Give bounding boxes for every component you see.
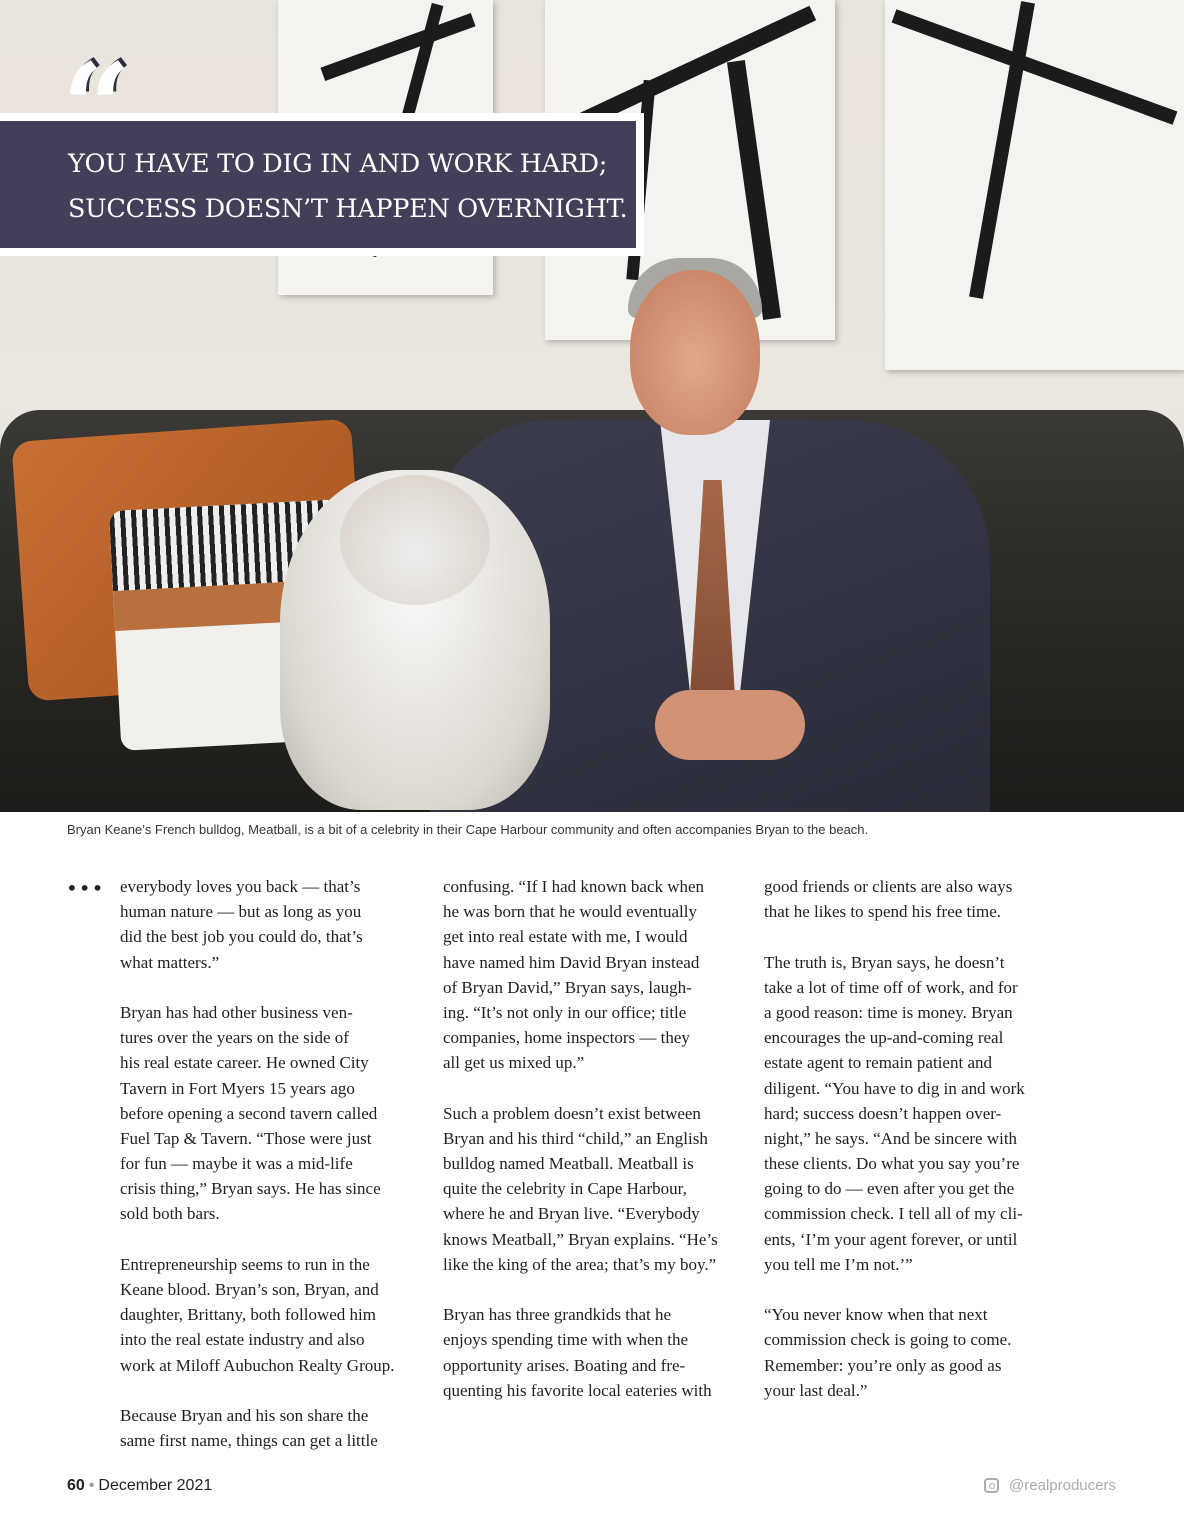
- article-line: his real estate career. He owned City: [120, 1053, 369, 1073]
- footer-separator: •: [88, 1477, 95, 1494]
- man-face: [630, 270, 760, 435]
- article-line: ents, ‘I’m your agent forever, or until: [764, 1229, 1018, 1249]
- page-footer: [67, 1477, 212, 1495]
- article-line: confusing. “If I had known back when: [443, 877, 705, 896]
- article-line: that he likes to spend his free time.: [764, 902, 1001, 922]
- article-line: sold both bars.: [120, 1204, 220, 1224]
- article-line: Keane blood. Bryan’s son, Bryan, and: [120, 1280, 379, 1299]
- article-line: going to do — even after you get the: [764, 1179, 1015, 1199]
- article-line: human nature — but as long as you: [120, 902, 362, 922]
- article-line: [120, 1378, 440, 1403]
- article-line: enjoys spending time with when the: [443, 1330, 689, 1350]
- article-line: encourages the up-and-coming real: [764, 1028, 1004, 1048]
- article-line: Bryan has had other business ven-: [120, 1002, 353, 1022]
- article-line: night,” he says. “And be sincere with: [764, 1128, 1018, 1148]
- article-line: opportunity arises. Boating and fre-: [443, 1355, 686, 1375]
- instagram-handle: @realproducers: [1009, 1477, 1116, 1494]
- article-line: like the king of the area; that’s my boy.”: [443, 1254, 717, 1274]
- wall-art: [885, 0, 1184, 370]
- article-column-1: [120, 874, 440, 1453]
- article-line: before opening a second tavern called: [120, 1103, 378, 1123]
- bulldog-face: [340, 475, 490, 605]
- pull-quote-line: YOU HAVE TO DIG IN AND WORK HARD;: [68, 149, 608, 179]
- article-line: good friends or clients are also ways: [764, 877, 1013, 896]
- article-line: Remember: you’re only as good as: [764, 1355, 1002, 1375]
- article-line: commission check is going to come.: [764, 1330, 1012, 1350]
- article-line: hard; success doesn’t happen over-: [764, 1103, 1002, 1123]
- article-column-2: [443, 874, 763, 1403]
- article-line: Because Bryan and his son share the: [120, 1405, 369, 1425]
- article-line: he was born that he would eventually: [443, 902, 697, 922]
- article-column-3: [764, 874, 1084, 1403]
- article-line: The truth is, Bryan says, he doesn’t: [764, 952, 1005, 972]
- article-line: into the real estate industry and also: [120, 1330, 365, 1350]
- photo-caption: Bryan Keane’s French bulldog, Meatball, is a bit of a celebrity in their Cape Harbour community and often accompanies Bryan to the beach.: [67, 822, 869, 837]
- instagram-icon: [984, 1478, 999, 1493]
- article-line: a good reason: time is money. Bryan: [764, 1002, 1013, 1022]
- quote-mark-icon: “: [62, 37, 132, 178]
- social-handle: [984, 1477, 1116, 1494]
- article-line: “You never know when that next: [764, 1305, 988, 1325]
- article-line: everybody loves you back — that’s: [120, 877, 361, 896]
- article-line: estate agent to remain patient and: [764, 1053, 992, 1073]
- article-line: same first name, things can get a little: [120, 1431, 378, 1451]
- article-line: all get us mixed up.”: [443, 1053, 585, 1073]
- article-line: Fuel Tap & Tavern. “Those were just: [120, 1128, 372, 1148]
- article-line: Such a problem doesn’t exist between: [443, 1103, 701, 1123]
- article-line: [443, 1076, 763, 1101]
- issue-date: December 2021: [98, 1477, 213, 1494]
- pull-quote-line: SUCCESS DOESN’T HAPPEN OVERNIGHT.: [68, 194, 628, 224]
- article-line: Bryan has three grandkids that he: [443, 1305, 672, 1325]
- article-line: quenting his favorite local eateries with: [443, 1380, 712, 1400]
- article-line: [764, 1277, 1084, 1302]
- article-line: Bryan and his third “child,” an English: [443, 1128, 708, 1148]
- article-line: daughter, Brittany, both followed him: [120, 1305, 377, 1325]
- article-line: tures over the years on the side of: [120, 1028, 349, 1048]
- article-line: knows Meatball,” Bryan explains. “He’s: [443, 1229, 718, 1249]
- pull-quote: [68, 142, 627, 232]
- article-line: [443, 1277, 763, 1302]
- page-number: 60: [67, 1477, 85, 1494]
- article-line: [120, 975, 440, 1000]
- article-line: your last deal.”: [764, 1380, 868, 1400]
- article-line: work at Miloff Aubuchon Realty Group.: [120, 1355, 395, 1375]
- article-line: what matters.”: [120, 952, 220, 972]
- article-line: bulldog named Meatball. Meatball is: [443, 1154, 694, 1174]
- article-line: where he and Bryan live. “Everybody: [443, 1204, 700, 1224]
- article-line: for fun — maybe it was a mid-life: [120, 1154, 353, 1174]
- article-line: [120, 1227, 440, 1252]
- article-line: take a lot of time off of work, and for: [764, 977, 1018, 997]
- article-line: did the best job you could do, that’s: [120, 927, 363, 947]
- article-line: [764, 924, 1084, 949]
- article-line: have named him David Bryan instead: [443, 952, 700, 972]
- article-line: get into real estate with me, I would: [443, 927, 688, 947]
- article-line: crisis thing,” Bryan says. He has since: [120, 1179, 381, 1199]
- article-line: ing. “It’s not only in our office; title: [443, 1002, 687, 1022]
- article-line: these clients. Do what you say you’re: [764, 1154, 1020, 1174]
- article-line: of Bryan David,” Bryan says, laugh-: [443, 977, 692, 997]
- article-line: quite the celebrity in Cape Harbour,: [443, 1179, 687, 1199]
- article-line: companies, home inspectors — they: [443, 1028, 690, 1048]
- article-line: commission check. I tell all of my cli-: [764, 1204, 1023, 1224]
- article-line: you tell me I’m not.’”: [764, 1254, 913, 1274]
- hand: [655, 690, 805, 760]
- article-line: Tavern in Fort Myers 15 years ago: [120, 1078, 355, 1098]
- article-line: Entrepreneurship seems to run in the: [120, 1254, 370, 1274]
- continuation-marker: •••: [66, 876, 105, 900]
- article-line: diligent. “You have to dig in and work: [764, 1078, 1025, 1098]
